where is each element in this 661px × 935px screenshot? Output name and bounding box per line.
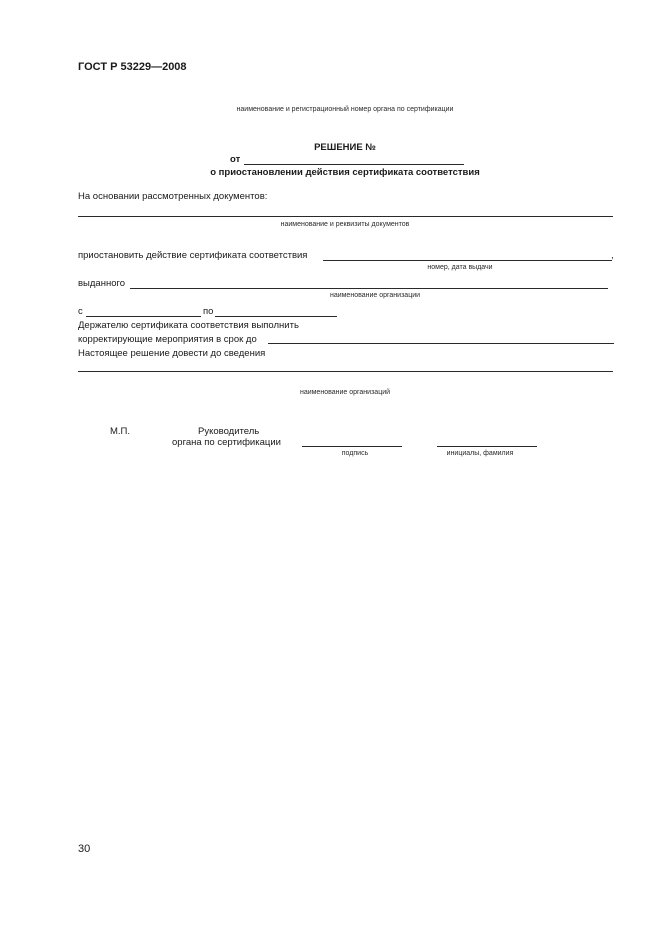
deadline-line <box>268 343 614 344</box>
stamp-label: М.П. <box>110 426 131 437</box>
notify-line <box>78 371 613 372</box>
documents-line <box>78 216 613 217</box>
head-title-line-2: органа по сертификации <box>172 437 281 448</box>
certificate-line <box>323 260 612 261</box>
date-prefix: от <box>230 154 241 165</box>
basis-text: На основании рассмотренных документов: <box>78 191 268 202</box>
name-caption: инициалы, фамилия <box>446 450 514 457</box>
certificate-caption: номер, дата выдачи <box>427 264 493 271</box>
authority-caption: наименование и регистрационный номер органа по сертификации <box>236 106 454 113</box>
to-date-line <box>215 316 337 317</box>
suspend-text: приостановить действие сертификата соответствия <box>78 250 308 261</box>
holder-line-1: Держателю сертификата соответствия выполнить <box>78 320 299 331</box>
page-number: 30 <box>78 843 91 855</box>
organization-line <box>130 288 608 289</box>
suspend-comma: , <box>611 250 614 261</box>
documents-caption: наименование и реквизиты документов <box>280 221 410 228</box>
signature-caption: подпись <box>341 450 369 457</box>
name-line <box>437 446 537 447</box>
decision-title: РЕШЕНИЕ № <box>314 142 376 153</box>
date-line <box>244 164 464 165</box>
standard-code: ГОСТ Р 53229—2008 <box>78 61 187 73</box>
decision-subtitle: о приостановлении действия сертификата соответствия <box>210 167 480 178</box>
organization-caption: наименование организации <box>329 292 421 299</box>
issued-text: выданного <box>78 278 126 289</box>
from-label: с <box>78 306 83 317</box>
from-date-line <box>86 316 201 317</box>
notify-text: Настоящее решение довести до сведения <box>78 348 266 359</box>
signature-line <box>302 446 402 447</box>
to-label: по <box>203 306 214 317</box>
organizations-caption: наименование организаций <box>299 389 391 396</box>
holder-line-2: корректирующие мероприятия в срок до <box>78 334 257 345</box>
head-title-line-1: Руководитель <box>198 426 260 437</box>
